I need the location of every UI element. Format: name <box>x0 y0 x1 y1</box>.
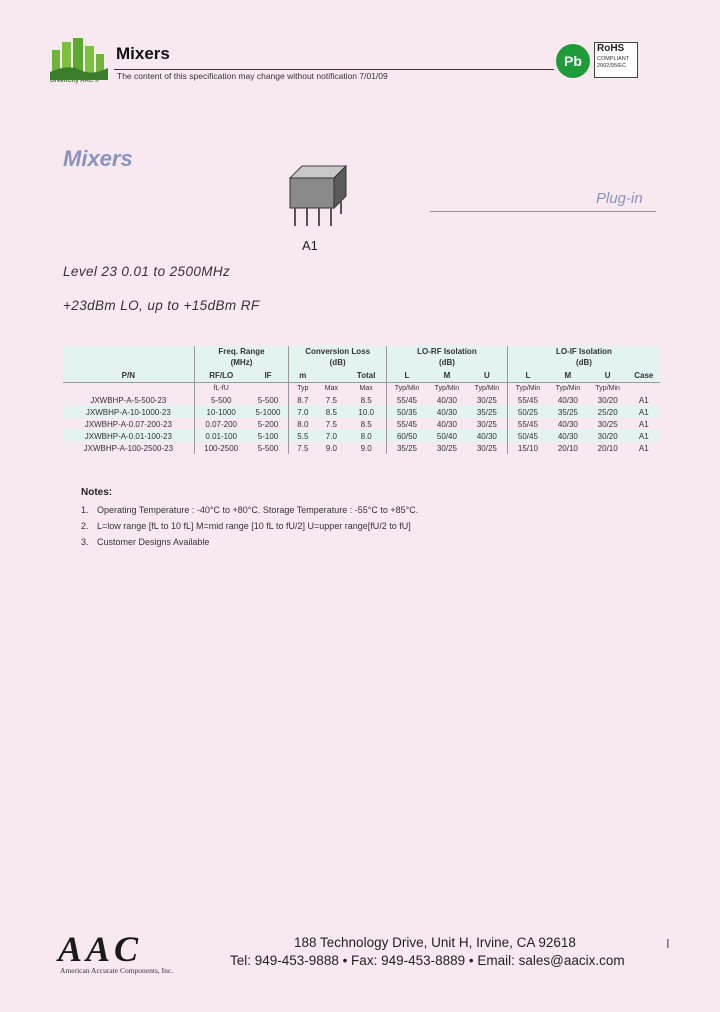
table-cell: 55/45 <box>386 418 427 430</box>
table-cell: 8.5 <box>360 395 372 405</box>
table-cell: 5-500 <box>257 395 279 405</box>
rohs-directive: 2002/95/EC <box>597 63 627 69</box>
column-subheader: Typ/Min <box>386 383 427 395</box>
table-cell: 25/20 <box>588 406 628 418</box>
table-row <box>63 394 660 406</box>
table-cell: 55/45 <box>507 418 548 430</box>
column-header: U <box>467 368 508 383</box>
table-cell: 5-1000 <box>248 406 289 418</box>
column-header: m <box>289 368 317 383</box>
table-cell: 8.5 <box>316 406 346 418</box>
category-label: Plug-in <box>596 190 643 207</box>
table-cell: 5-500 <box>257 443 279 453</box>
table-cell: 30/25 <box>476 395 497 405</box>
mixer-package-image <box>280 160 354 232</box>
column-header-row <box>63 368 660 383</box>
column-subheader: Typ/Min <box>434 385 460 392</box>
table-cell: A1 <box>628 430 660 442</box>
table-cell: 100-2500 <box>194 442 248 454</box>
column-subheader: Max <box>324 385 338 392</box>
note-item: 1. Operating Temperature : -40°C to +80°C. Storage Temperature : -55°C to +85°C. <box>81 505 419 515</box>
table-cell: 0.01-100 <box>194 430 248 442</box>
subheader-row <box>63 383 660 395</box>
group-lo-if-isolation: LO-IF Isolation (dB) <box>507 346 660 368</box>
column-subheader: Typ <box>289 383 317 395</box>
column-subheader: Typ/Min <box>474 385 500 392</box>
table-cell: 7.5 <box>289 442 317 454</box>
table-cell: 60/50 <box>386 430 427 442</box>
table-cell: A1 <box>628 406 660 418</box>
column-header: M <box>427 368 467 383</box>
table-cell: 30/20 <box>597 395 618 405</box>
notes-title: Notes: <box>81 487 113 498</box>
table-cell: 5-200 <box>257 419 279 429</box>
column-subheader: Max <box>359 385 373 392</box>
table-cell: 5-500 <box>194 394 248 406</box>
column-subheader <box>63 383 194 395</box>
table-cell: 35/25 <box>548 406 588 418</box>
product-label: A1 <box>302 238 318 253</box>
column-header: Case <box>628 368 660 383</box>
table-cell: A1 <box>638 443 649 453</box>
group-conversion-loss: Conversion Loss (dB) <box>289 346 387 368</box>
header-divider <box>114 69 554 70</box>
table-cell: 40/30 <box>436 395 457 405</box>
table-cell: 5.5 <box>289 430 317 442</box>
table-cell: 7.0 <box>289 406 317 418</box>
table-cell: JXWBHP-A-0.01-100-23 <box>63 430 194 442</box>
table-cell: 40/30 <box>548 430 588 442</box>
page-title: Mixers <box>63 146 133 171</box>
table-cell: 10.0 <box>346 406 386 418</box>
column-subheader: Typ/Min <box>595 385 620 392</box>
spec-level: Level 23 0.01 to 2500MHz <box>63 264 231 279</box>
category-divider <box>430 211 656 212</box>
table-cell: 9.0 <box>325 443 337 453</box>
table-cell: 40/30 <box>427 406 467 418</box>
table-cell: 30/20 <box>588 430 628 442</box>
table-cell: 40/30 <box>436 419 457 429</box>
header-title: Mixers <box>116 44 170 63</box>
column-subheader: Typ/Min <box>555 385 581 392</box>
table-cell: 30/25 <box>476 419 497 429</box>
table-cell: 35/25 <box>386 442 427 454</box>
table-cell: JXWBHP-A-10-1000-23 <box>63 406 194 418</box>
column-subheader <box>248 383 289 395</box>
column-header: L <box>507 368 548 383</box>
table-cell: 40/30 <box>557 395 578 405</box>
table-cell: 8.0 <box>346 430 386 442</box>
table-cell: 8.5 <box>360 419 372 429</box>
table-cell: JXWBHP-A-0.07-200-23 <box>84 419 172 429</box>
aac-logo: AAC <box>58 929 143 969</box>
table-cell: 40/30 <box>467 430 508 442</box>
rohs-title: RoHS <box>597 43 625 54</box>
table-cell: 30/25 <box>476 443 497 453</box>
column-header: IF <box>248 368 289 383</box>
column-subheader <box>628 383 660 395</box>
column-header: P/N <box>63 368 194 383</box>
table-cell: 8.0 <box>289 418 317 430</box>
column-subheader: fL-fU <box>194 383 248 395</box>
table-cell: 7.5 <box>325 419 337 429</box>
table-cell: A1 <box>638 395 649 405</box>
table-row <box>63 430 660 442</box>
contact-info[interactable]: Tel: 949-453-9888 • Fax: 949-453-8889 • Email: sales@aacix.com <box>230 953 625 968</box>
table-cell: 10-1000 <box>194 406 248 418</box>
table-cell: 50/35 <box>386 406 427 418</box>
column-header: Total <box>346 368 386 383</box>
group-lo-rf-isolation: LO-RF Isolation (dB) <box>386 346 507 368</box>
logo-text: GreenCity AAC ® <box>50 78 100 84</box>
spec-power: +23dBm LO, up to +15dBm RF <box>63 298 260 313</box>
table-cell: 30/25 <box>597 419 618 429</box>
table-cell: JXWBHP-A-5-500-23 <box>90 395 167 405</box>
column-header <box>316 368 346 383</box>
table-row <box>63 442 660 454</box>
table-header-cell <box>63 346 194 368</box>
page-marker: I <box>666 936 670 951</box>
table-cell: 20/10 <box>597 443 618 453</box>
table-cell: 30/25 <box>436 443 457 453</box>
column-header: L <box>386 368 427 383</box>
table-row <box>63 406 660 418</box>
table-cell: 8.7 <box>289 394 317 406</box>
group-freq-range: Freq. Range (MHz) <box>194 346 289 368</box>
lead-free-badge: Pb <box>556 44 590 78</box>
company-address: 188 Technology Drive, Unit H, Irvine, CA 92618 <box>294 935 576 950</box>
table-row <box>63 418 660 430</box>
company-name: American Accurate Components, Inc. <box>60 966 174 975</box>
column-header: RF/LO <box>194 368 248 383</box>
table-cell: 50/45 <box>507 430 548 442</box>
table-cell: 50/25 <box>507 406 548 418</box>
column-header: M <box>548 368 588 383</box>
table-cell: 7.5 <box>325 395 337 405</box>
table-cell: 50/40 <box>427 430 467 442</box>
table-cell: 55/45 <box>386 394 427 406</box>
table-body <box>63 394 660 454</box>
table-cell: 20/10 <box>557 443 578 453</box>
greencity-logo-icon <box>48 36 110 80</box>
table-cell: A1 <box>638 419 649 429</box>
table-cell: 40/30 <box>557 419 578 429</box>
table-cell: 7.0 <box>316 430 346 442</box>
table-cell: 55/45 <box>507 394 548 406</box>
table-cell: 5-100 <box>248 430 289 442</box>
table-cell: 9.0 <box>360 443 372 453</box>
table-cell: 35/25 <box>467 406 508 418</box>
rohs-subtitle: COMPLIANT <box>597 56 630 62</box>
table-cell: JXWBHP-A-100-2500-23 <box>83 443 174 453</box>
table-cell: 15/10 <box>507 442 548 454</box>
note-item: 2. L=low range [fL to 10 fL] M=mid range [10 fL to fU/2] U=upper range[fU/2 to fU] <box>81 521 411 531</box>
header-note: The content of this specification may change without notification 7/01/09 <box>117 71 388 81</box>
column-header: U <box>588 368 628 383</box>
spec-table <box>63 346 660 454</box>
table-cell: 0.07-200 <box>194 418 248 430</box>
column-subheader: Typ/Min <box>507 383 548 395</box>
note-item: 3. Customer Designs Available <box>81 537 210 547</box>
